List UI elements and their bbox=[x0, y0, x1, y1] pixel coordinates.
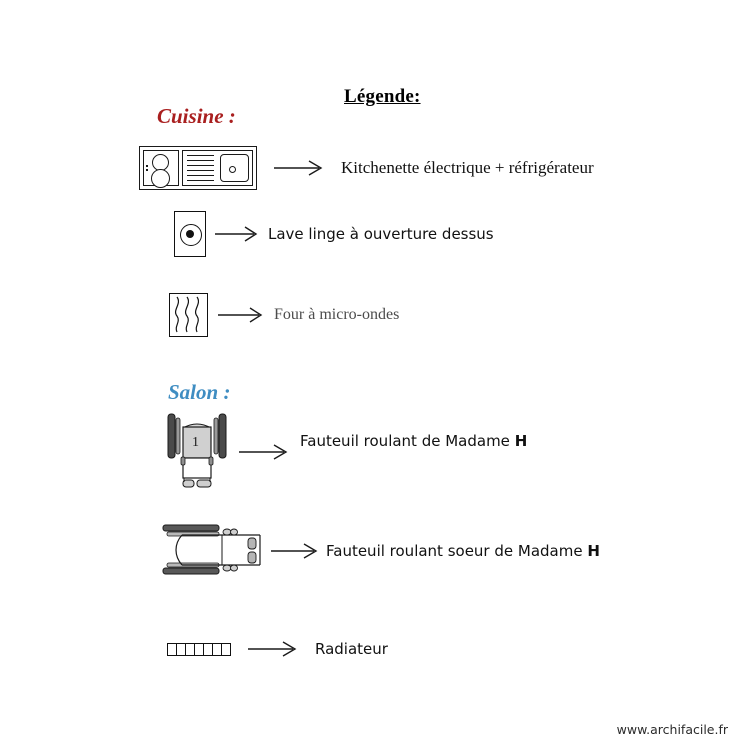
legend-row-radiator bbox=[167, 640, 388, 658]
legend-label-bold: H bbox=[587, 542, 600, 560]
legend-label-bold: H bbox=[514, 432, 528, 450]
microwave-oven-icon bbox=[169, 293, 208, 337]
legend-row-wheelchair-front bbox=[166, 412, 527, 492]
legend-label: Radiateur bbox=[315, 640, 388, 658]
legend-row-washing-machine bbox=[174, 211, 494, 257]
legend-label bbox=[326, 542, 600, 560]
legend-row-wheelchair-top bbox=[160, 522, 600, 580]
legend-label: Lave linge à ouverture dessus bbox=[268, 225, 494, 243]
washing-machine-icon bbox=[174, 211, 206, 257]
wheelchair-front-icon bbox=[166, 412, 228, 492]
legend-label bbox=[300, 432, 527, 450]
legend-label: Kitchenette électrique + réfrigérateur bbox=[341, 158, 594, 177]
wheelchair-number-badge: 1 bbox=[192, 435, 199, 450]
legend-row-kitchenette bbox=[139, 146, 594, 190]
radiator-icon bbox=[167, 643, 231, 656]
legend-label: Four à micro-ondes bbox=[274, 306, 400, 323]
page-title: Légende: bbox=[344, 86, 421, 107]
arrow-icon bbox=[208, 293, 274, 337]
arrow-icon bbox=[231, 641, 315, 657]
kitchenette-icon bbox=[139, 146, 257, 190]
section-heading-cuisine: Cuisine : bbox=[157, 104, 236, 128]
cooktop-icon bbox=[143, 150, 179, 186]
arrow-icon bbox=[228, 412, 300, 492]
sink-icon bbox=[182, 150, 253, 186]
arrow-icon bbox=[206, 211, 268, 257]
arrow-icon bbox=[264, 522, 326, 580]
footer-url: www.archifacile.fr bbox=[616, 722, 728, 737]
legend-label-text: Fauteuil roulant soeur de Madame bbox=[326, 542, 588, 560]
wheelchair-top-icon bbox=[160, 522, 264, 580]
arrow-icon bbox=[257, 146, 341, 190]
legend-row-microwave bbox=[169, 293, 399, 337]
section-heading-salon: Salon : bbox=[168, 380, 231, 404]
legend-label-text: Fauteuil roulant de Madame bbox=[300, 432, 515, 450]
